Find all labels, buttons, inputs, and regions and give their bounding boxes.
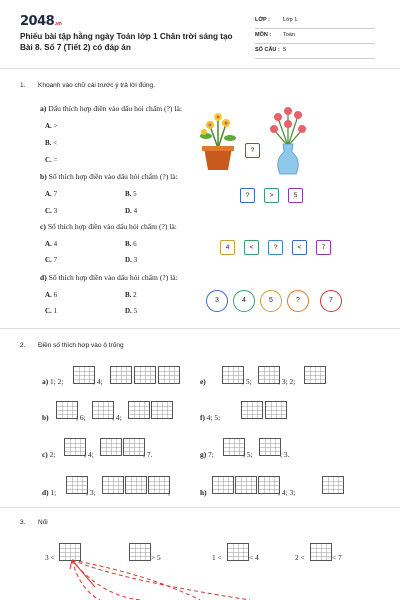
circle-d-4[interactable]: ?	[287, 290, 309, 312]
option-c-B[interactable]: B. 6	[125, 240, 137, 248]
section-divider-2	[0, 507, 400, 508]
seq-g-prefix: g) 7;	[200, 450, 214, 459]
flower-vase-image	[268, 104, 308, 176]
seq-b-mid: ; 6;	[76, 413, 86, 422]
answer-box-a[interactable]: ?	[245, 143, 260, 158]
seq-b-label: b)	[42, 413, 49, 422]
blank-e-1[interactable]	[222, 366, 244, 384]
blank-d-1[interactable]	[66, 476, 88, 494]
box-c-1: 4	[220, 240, 235, 255]
circle-d-5: 7	[320, 290, 342, 312]
blank-b-4[interactable]	[151, 401, 173, 419]
blank-g-1[interactable]	[223, 438, 245, 456]
blank-h-1[interactable]	[212, 476, 234, 494]
blank-c-2[interactable]	[100, 438, 122, 456]
seq-b-mid2: ; 4;	[112, 413, 122, 422]
blank-d-2[interactable]	[102, 476, 124, 494]
option-c-A[interactable]: A. 4	[45, 240, 58, 248]
match-3-post: < 4	[249, 553, 259, 562]
option-c-D[interactable]: D. 3	[125, 256, 138, 264]
blank-b-1[interactable]	[56, 401, 78, 419]
site-logo: 2048.vn	[20, 14, 62, 29]
question-a: a) Dấu thích hợp điền vào dấu hỏi chấm (?) là:	[40, 104, 182, 113]
blank-a-1[interactable]	[73, 366, 95, 384]
blank-h-2[interactable]	[235, 476, 257, 494]
seq-h-label: h)	[200, 488, 207, 497]
option-b-A[interactable]: A. 7	[45, 190, 58, 198]
question-c: c) Số thích hợp điền vào dấu hỏi chấm (?) là:	[40, 222, 177, 231]
blank-c-3[interactable]	[123, 438, 145, 456]
seq-a-prefix: a) 1; 2;	[42, 377, 64, 386]
match-line-4	[72, 560, 250, 600]
meta-subject: MÔN : Toán	[255, 29, 375, 44]
box-c-4: <	[292, 240, 307, 255]
match-4-pre: 2 <	[295, 553, 305, 562]
seq-e-label: e)	[200, 377, 206, 386]
option-d-C[interactable]: C. 1	[45, 307, 58, 315]
blank-e-2[interactable]	[258, 366, 280, 384]
question-b: b) Số thích hợp điền vào dấu hỏi chấm (?) là:	[40, 172, 178, 181]
option-d-D[interactable]: D. 5	[125, 307, 138, 315]
circle-d-3: 5	[260, 290, 282, 312]
box-b-3: 5	[288, 188, 303, 203]
meta-class: LỚP : Lớp 1	[255, 14, 375, 29]
seq-d-post: ;	[168, 488, 171, 497]
match-line-2	[72, 560, 140, 600]
seq-c-prefix: c) 2;	[42, 450, 56, 459]
blank-a-2[interactable]	[110, 366, 132, 384]
blank-a-3[interactable]	[134, 366, 156, 384]
meta-question-count: SỐ CÂU : 5	[255, 44, 375, 59]
flower-pot-image	[196, 108, 241, 174]
circle-d-1: 3	[206, 290, 228, 312]
worksheet-title: Phiếu bài tập hằng ngày Toán lớp 1 Chân trời sáng tạo Bài 8. Số 7 (Tiết 2) có đáp án	[20, 32, 233, 52]
box-c-5: 7	[316, 240, 331, 255]
seq-a-mid: ; 4;	[93, 377, 103, 386]
seq-c-mid: ; 4;	[84, 450, 94, 459]
matching-lines	[0, 555, 400, 600]
header-divider	[0, 68, 400, 69]
blank-d-3[interactable]	[125, 476, 147, 494]
blank-g-2[interactable]	[259, 438, 281, 456]
seq-f-prefix: f) 4; 5;	[200, 413, 221, 422]
option-a-C[interactable]: C. =	[45, 156, 58, 164]
section-divider-1	[0, 328, 400, 329]
seq-g-mid: ; 5;	[243, 450, 253, 459]
box-b-1[interactable]: ?	[240, 188, 255, 203]
option-a-B[interactable]: B. <	[45, 139, 58, 147]
option-d-B[interactable]: B. 2	[125, 291, 137, 299]
blank-c-1[interactable]	[64, 438, 86, 456]
option-d-A[interactable]: A. 6	[45, 291, 58, 299]
option-b-B[interactable]: B. 5	[125, 190, 137, 198]
box-c-2: <	[244, 240, 259, 255]
match-2-post: > 5	[151, 553, 161, 562]
blank-f-2[interactable]	[265, 401, 287, 419]
match-1-pre: 3 <	[45, 553, 55, 562]
option-c-C[interactable]: C. 7	[45, 256, 58, 264]
blank-e-3[interactable]	[304, 366, 326, 384]
blank-b-3[interactable]	[128, 401, 150, 419]
match-line-3	[72, 560, 100, 600]
match-4-post: < 7	[332, 553, 342, 562]
question-d: d) Số thích hợp điền vào dấu hỏi chấm (?) là:	[40, 273, 178, 282]
seq-c-post: ; 7.	[143, 450, 153, 459]
option-b-C[interactable]: C. 3	[45, 207, 58, 215]
blank-h-4[interactable]	[322, 476, 344, 494]
circle-d-2: 4	[233, 290, 255, 312]
blank-f-1[interactable]	[241, 401, 263, 419]
option-b-D[interactable]: D. 4	[125, 207, 138, 215]
seq-e-post: ; 3; 2;	[278, 377, 296, 386]
seq-d-mid: ; 3;	[86, 488, 96, 497]
seq-h-post: ; 4; 3;	[278, 488, 296, 497]
match-3-pre: 1 <	[212, 553, 222, 562]
box-b-2: >	[264, 188, 279, 203]
blank-a-4[interactable]	[158, 366, 180, 384]
match-line-1	[72, 560, 200, 600]
seq-g-post-text: ; 3.	[280, 450, 290, 459]
seq-d-prefix: d) 1;	[42, 488, 57, 497]
blank-d-4[interactable]	[148, 476, 170, 494]
blank-h-3[interactable]	[258, 476, 280, 494]
blank-b-2[interactable]	[92, 401, 114, 419]
box-c-3[interactable]: ?	[268, 240, 283, 255]
option-a-A[interactable]: A. >	[45, 122, 58, 130]
seq-e-mid: ; 5;	[242, 377, 252, 386]
